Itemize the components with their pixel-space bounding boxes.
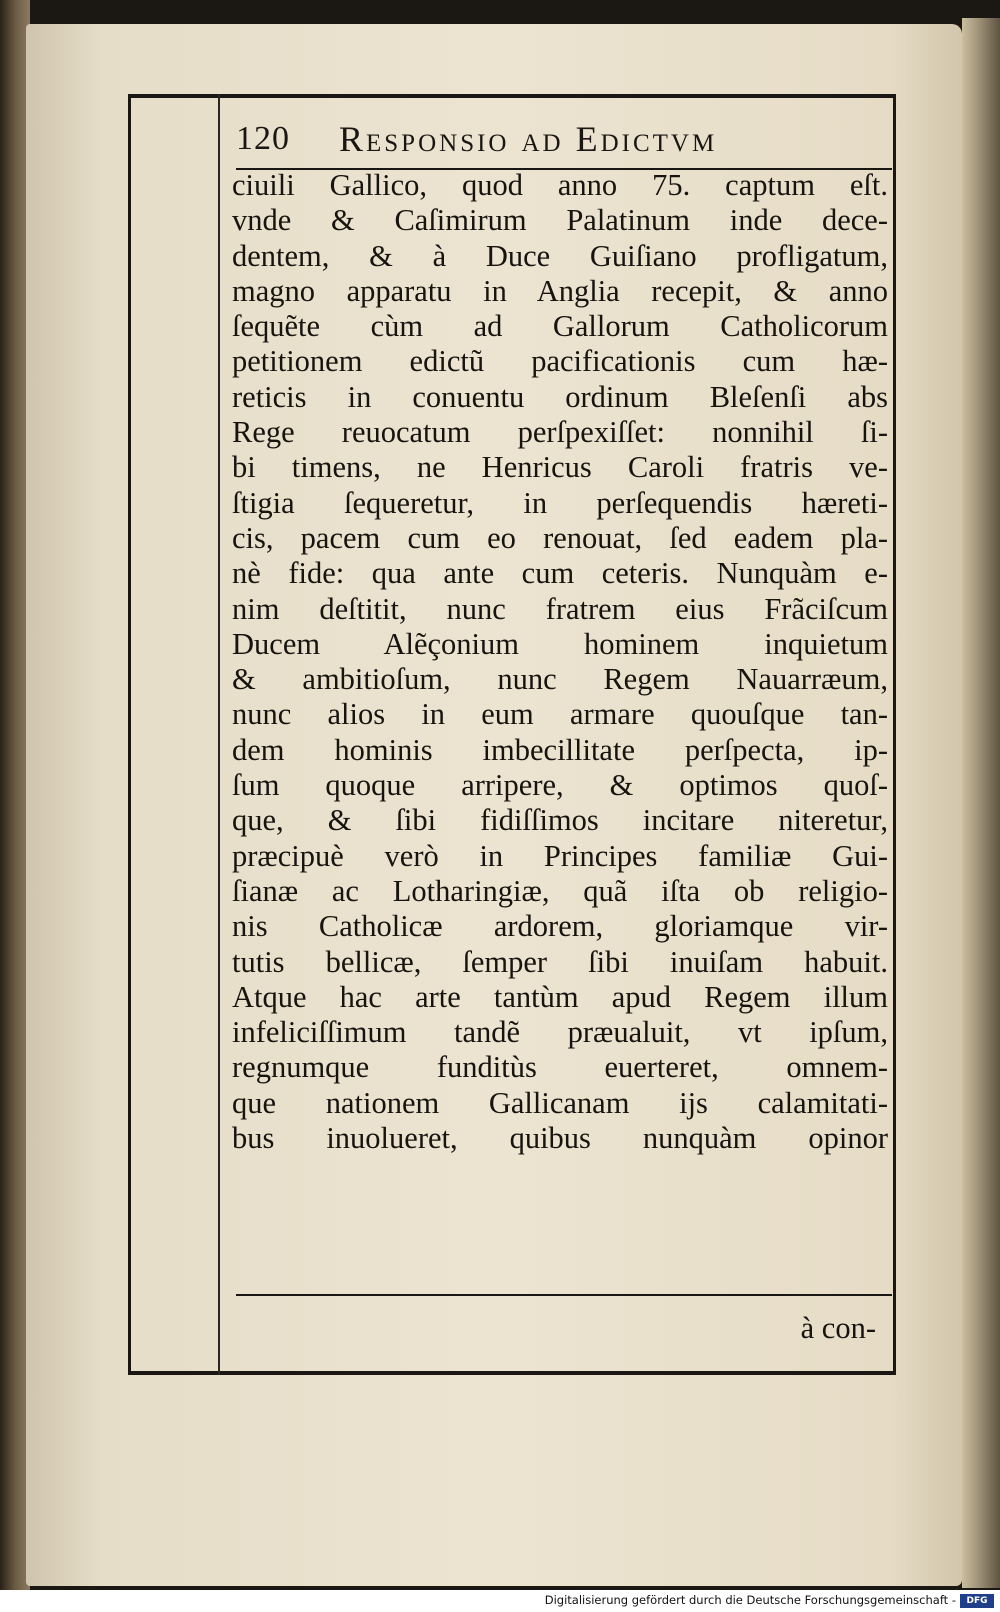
text-line: ciuili Gallico, quod anno 75. captum eſt.	[232, 168, 888, 202]
text-line: ſtigia ſequeretur, in perſequendis hæreti-	[232, 485, 888, 520]
footer-rule	[236, 1294, 892, 1296]
text-line: bi timens, ne Henricus Caroli fratris ve-	[232, 450, 888, 485]
catchword: à con-	[800, 1311, 876, 1345]
page-number: 120	[236, 120, 290, 157]
text-line: que, & ſibi fidiſſimos incitare niteretur,	[232, 803, 888, 838]
page-header	[236, 118, 886, 166]
text-line: nim deſtitit, nunc fratrem eius Frãciſcum	[232, 591, 888, 626]
frame-top-rule	[128, 94, 896, 98]
text-line: regnumque funditùs euerteret, omnem-	[232, 1050, 888, 1085]
text-line: tutis bellicæ, ſemper ſibi inuiſam habuit.	[232, 944, 888, 979]
text-line: Atque hac arte tantùm apud Regem illum	[232, 979, 888, 1014]
text-line: cis, pacem cum eo renouat, ſed eadem pla-	[232, 520, 888, 555]
text-line: que nationem Gallicanam ijs calamitati-	[232, 1085, 888, 1120]
attribution-text: Digitalisierung gefördert durch die Deutsche Forschungsgemeinschaft -	[544, 1593, 956, 1607]
text-line: magno apparatu in Anglia recepit, & anno	[232, 273, 888, 308]
text-line: nunc alios in eum armare quouſque tan-	[232, 697, 888, 732]
text-line: & ambitioſum, nunc Regem Nauarræum,	[232, 662, 888, 697]
text-line: nè fide: qua ante cum ceteris. Nunquàm e-	[232, 556, 888, 591]
attribution-bar	[0, 1590, 1000, 1612]
text-line: ſum quoque arripere, & optimos quoſ-	[232, 768, 888, 803]
frame-left-rule	[128, 94, 131, 1375]
text-line: nis Catholicæ ardorem, gloriamque vir-	[232, 909, 888, 944]
frame-bottom-rule	[128, 1371, 896, 1375]
text-line: Ducem Alẽçonium hominem inquietum	[232, 626, 888, 661]
text-line: Rege reuocatum perſpexiſſet: nonnihil ſi-	[232, 415, 888, 450]
running-title: Responsio ad Edictvm	[339, 119, 718, 159]
text-line: dentem, & à Duce Guiſiano profligatum,	[232, 238, 888, 273]
text-line: vnde & Caſimirum Palatinum inde dece-	[232, 203, 888, 238]
dfg-logo: DFG	[960, 1594, 994, 1608]
text-line: reticis in conuentu ordinum Bleſenſi abs	[232, 379, 888, 414]
text-line: infeliciſſimum tandẽ præualuit, vt ipſum,	[232, 1015, 888, 1050]
frame-right-rule	[893, 94, 896, 1375]
margin-rule	[218, 94, 220, 1375]
text-line: præcipuè verò in Principes familiæ Gui-	[232, 838, 888, 873]
facing-page-edge	[962, 18, 1000, 1588]
text-line: petitionem edictũ pacificationis cum hæ-	[232, 344, 888, 379]
text-line: ſianæ ac Lotharingiæ, quã iſta ob religio-	[232, 873, 888, 908]
text-line: bus inuolueret, quibus nunquàm opinor	[232, 1121, 888, 1156]
text-line: ſequẽte cùm ad Gallorum Catholicorum	[232, 309, 888, 344]
text-line: dem hominis imbecillitate perſpecta, ip-	[232, 732, 888, 767]
body-text	[232, 168, 888, 1156]
